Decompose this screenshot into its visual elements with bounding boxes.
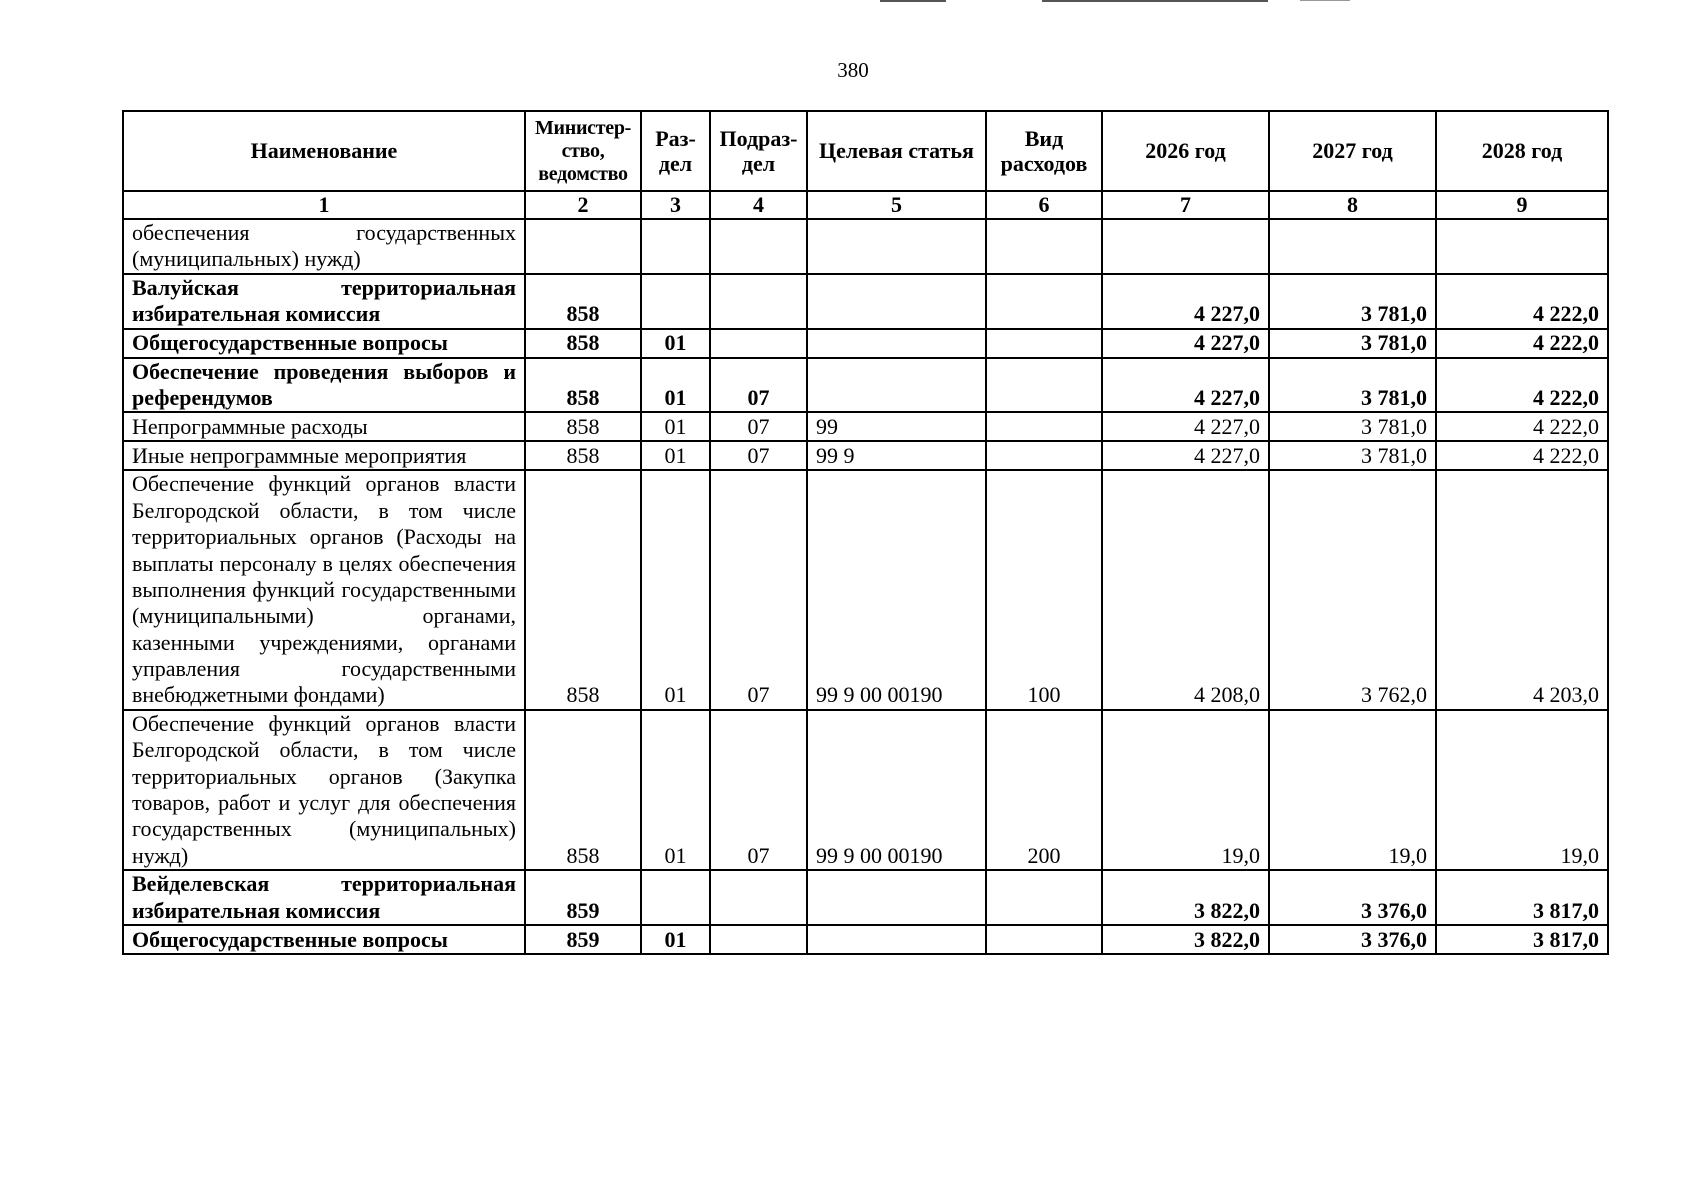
scan-artifact — [1042, 0, 1268, 2]
table-row — [123, 412, 1608, 441]
row-subsection: 07 — [710, 358, 807, 413]
row-2026: 19,0 — [1102, 710, 1269, 870]
row-target: 99 9 — [807, 441, 986, 470]
row-2027: 3 781,0 — [1269, 441, 1436, 470]
column-header-subsection: Подраз-дел — [710, 111, 807, 191]
row-ministry: 858 — [525, 441, 641, 470]
row-section: 01 — [641, 470, 710, 710]
row-kind — [986, 870, 1102, 925]
row-2028: 4 222,0 — [1436, 358, 1608, 413]
table-row — [123, 358, 1608, 413]
row-section: 01 — [641, 412, 710, 441]
row-ministry: 858 — [525, 412, 641, 441]
column-number: 1 — [123, 191, 525, 219]
column-header-ministry: Министер-ство, ведомство — [525, 111, 641, 191]
column-header-section: Раз-дел — [641, 111, 710, 191]
column-number: 3 — [641, 191, 710, 219]
column-number: 6 — [986, 191, 1102, 219]
scan-artifact — [880, 0, 946, 2]
row-2026: 4 227,0 — [1102, 358, 1269, 413]
row-subsection: 07 — [710, 470, 807, 710]
row-section: 01 — [641, 358, 710, 413]
row-2026: 4 227,0 — [1102, 441, 1269, 470]
row-kind — [986, 329, 1102, 358]
row-ministry: 858 — [525, 710, 641, 870]
row-2026: 4 227,0 — [1102, 329, 1269, 358]
row-kind — [986, 274, 1102, 329]
row-target — [807, 870, 986, 925]
column-number: 5 — [807, 191, 986, 219]
row-kind: 100 — [986, 470, 1102, 710]
table-row — [123, 219, 1608, 274]
row-2028: 4 203,0 — [1436, 470, 1608, 710]
row-2027: 3 376,0 — [1269, 925, 1436, 954]
row-kind — [986, 925, 1102, 954]
column-header-2026: 2026 год — [1102, 111, 1269, 191]
row-target — [807, 274, 986, 329]
row-name: Вейделевская территориальная избирательная комиссия — [123, 870, 525, 925]
row-target: 99 9 00 00190 — [807, 710, 986, 870]
table-row — [123, 470, 1608, 710]
row-2028: 4 222,0 — [1436, 412, 1608, 441]
column-number: 7 — [1102, 191, 1269, 219]
row-kind — [986, 219, 1102, 274]
row-2027: 3 781,0 — [1269, 329, 1436, 358]
column-header-2028: 2028 год — [1436, 111, 1608, 191]
column-number-row — [123, 191, 1608, 219]
table-body — [123, 219, 1608, 954]
row-name: обеспечения государственных (муниципальных) нужд) — [123, 219, 525, 274]
column-number: 9 — [1436, 191, 1608, 219]
table-row — [123, 870, 1608, 925]
page-number: 380 — [837, 58, 869, 82]
table-row — [123, 441, 1608, 470]
row-2028: 3 817,0 — [1436, 925, 1608, 954]
column-header-2027: 2027 год — [1269, 111, 1436, 191]
row-section — [641, 219, 710, 274]
row-name: Обеспечение функций органов власти Белгородской области, в том числе территориальных органов (Расходы на выплаты персоналу в целях обеспечения выполнения функций государственными (муниципальными) органами, казенными учреждениями, органами управления государственными внебюджетными фондами) — [123, 470, 525, 710]
row-2026: 4 227,0 — [1102, 274, 1269, 329]
row-subsection — [710, 329, 807, 358]
row-target: 99 — [807, 412, 986, 441]
column-header-kind: Вид расходов — [986, 111, 1102, 191]
row-kind — [986, 358, 1102, 413]
row-2027: 3 781,0 — [1269, 274, 1436, 329]
row-ministry: 858 — [525, 358, 641, 413]
row-section: 01 — [641, 441, 710, 470]
column-number: 2 — [525, 191, 641, 219]
row-2026: 4 227,0 — [1102, 412, 1269, 441]
row-section: 01 — [641, 710, 710, 870]
row-subsection — [710, 219, 807, 274]
row-name: Валуйская территориальная избирательная комиссия — [123, 274, 525, 329]
row-ministry — [525, 219, 641, 274]
row-section: 01 — [641, 329, 710, 358]
row-2027: 19,0 — [1269, 710, 1436, 870]
row-name: Общегосударственные вопросы — [123, 925, 525, 954]
row-section — [641, 274, 710, 329]
row-ministry: 859 — [525, 925, 641, 954]
row-subsection — [710, 274, 807, 329]
row-2027: 3 376,0 — [1269, 870, 1436, 925]
column-number: 4 — [710, 191, 807, 219]
row-subsection: 07 — [710, 412, 807, 441]
table-header-row — [123, 111, 1608, 191]
row-2026: 3 822,0 — [1102, 925, 1269, 954]
row-name: Непрограммные расходы — [123, 412, 525, 441]
row-section — [641, 870, 710, 925]
row-subsection — [710, 870, 807, 925]
row-2026: 4 208,0 — [1102, 470, 1269, 710]
row-kind: 200 — [986, 710, 1102, 870]
row-target — [807, 358, 986, 413]
row-target — [807, 329, 986, 358]
row-name: Обеспечение функций органов власти Белгородской области, в том числе территориальных органов (Закупка товаров, работ и услуг для обеспечения государственных (муниципальных) нужд) — [123, 710, 525, 870]
row-kind — [986, 441, 1102, 470]
row-ministry: 859 — [525, 870, 641, 925]
row-2028: 19,0 — [1436, 710, 1608, 870]
column-number: 8 — [1269, 191, 1436, 219]
table-row — [123, 329, 1608, 358]
row-target — [807, 925, 986, 954]
row-2027 — [1269, 219, 1436, 274]
table-row — [123, 710, 1608, 870]
row-target: 99 9 00 00190 — [807, 470, 986, 710]
row-2027: 3 781,0 — [1269, 412, 1436, 441]
row-name: Общегосударственные вопросы — [123, 329, 525, 358]
row-2028 — [1436, 219, 1608, 274]
row-target — [807, 219, 986, 274]
scan-artifact — [1300, 0, 1350, 1]
column-header-name: Наименование — [123, 111, 525, 191]
row-2026: 3 822,0 — [1102, 870, 1269, 925]
row-ministry: 858 — [525, 470, 641, 710]
budget-table — [122, 110, 1609, 955]
table-row — [123, 925, 1608, 954]
row-2027: 3 781,0 — [1269, 358, 1436, 413]
row-2028: 3 817,0 — [1436, 870, 1608, 925]
row-subsection: 07 — [710, 710, 807, 870]
table-row — [123, 274, 1608, 329]
row-2026 — [1102, 219, 1269, 274]
row-2028: 4 222,0 — [1436, 329, 1608, 358]
row-subsection — [710, 925, 807, 954]
row-2027: 3 762,0 — [1269, 470, 1436, 710]
row-name: Обеспечение проведения выборов и референдумов — [123, 358, 525, 413]
row-2028: 4 222,0 — [1436, 274, 1608, 329]
row-subsection: 07 — [710, 441, 807, 470]
row-ministry: 858 — [525, 274, 641, 329]
column-header-target: Целевая статья — [807, 111, 986, 191]
row-2028: 4 222,0 — [1436, 441, 1608, 470]
row-name: Иные непрограммные мероприятия — [123, 441, 525, 470]
row-ministry: 858 — [525, 329, 641, 358]
row-kind — [986, 412, 1102, 441]
row-section: 01 — [641, 925, 710, 954]
